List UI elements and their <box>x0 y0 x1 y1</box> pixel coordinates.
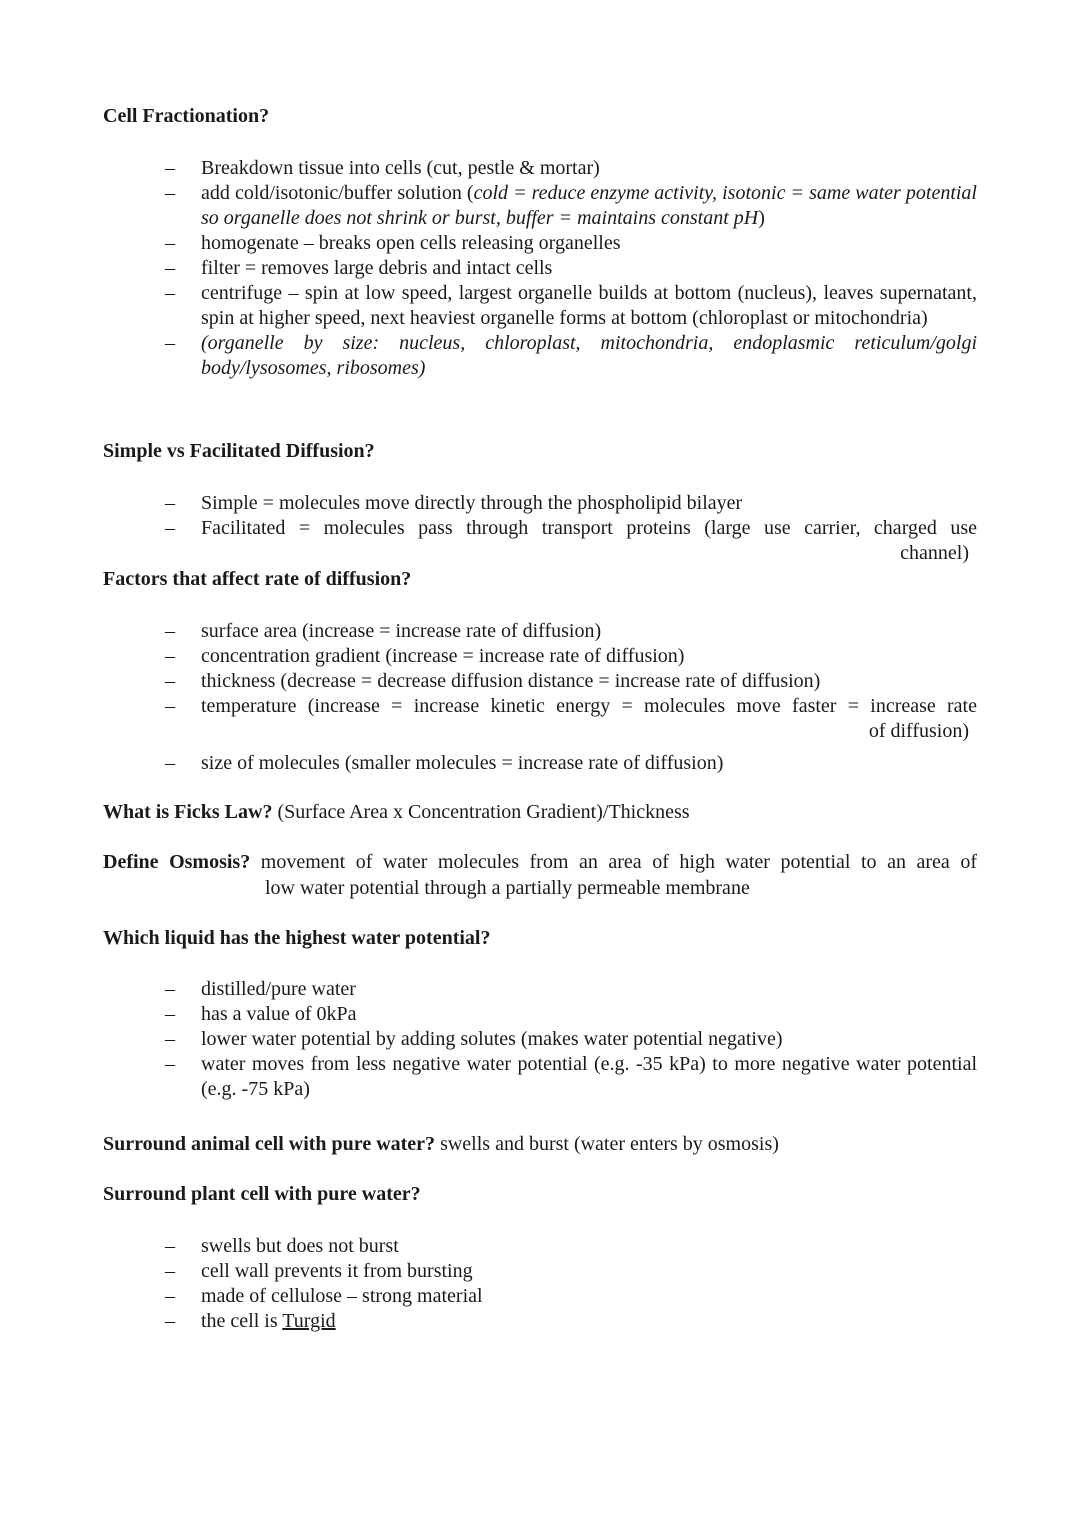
cell-fractionation-list <box>165 156 977 381</box>
ficks-law-answer: (Surface Area x Concentration Gradient)/Thickness <box>277 801 690 823</box>
heading-cell-fractionation: Cell Fractionation? <box>103 105 270 127</box>
dash-bullet: – <box>165 282 175 304</box>
factors-list <box>165 619 977 744</box>
dash-bullet: – <box>165 752 175 774</box>
list-item: – surface area (increase = increase rate of diffusion) <box>165 620 602 642</box>
heading-animal-cell: Surround animal cell with pure water? <box>103 1133 436 1155</box>
list-item: – centrifuge – spin at low speed, largest organelle builds at bottom (nucleus), leaves supernatant, spin at higher speed, next heaviest organelle forms at bottom (chloroplast or mitochondria) <box>165 282 977 329</box>
osmosis-answer-cont: low water potential through a partially permeable membrane <box>265 877 750 899</box>
dash-bullet: – <box>165 492 175 514</box>
dash-bullet: – <box>165 182 175 204</box>
dash-bullet: – <box>165 620 175 642</box>
plant-cell-list <box>165 1234 977 1334</box>
water-potential-list <box>165 977 977 1102</box>
dash-bullet: – <box>165 645 175 667</box>
turgid-term: Turgid <box>282 1310 336 1332</box>
dash-bullet: – <box>165 332 175 354</box>
dash-bullet: – <box>165 1310 175 1332</box>
list-item: – lower water potential by adding solutes (makes water potential negative) <box>165 1028 783 1050</box>
list-item: – homogenate – breaks open cells releasing organelles <box>165 232 621 254</box>
osmosis-answer: movement of water molecules from an area of high water potential to an area of <box>260 851 978 873</box>
list-item: – cell wall prevents it from bursting <box>165 1260 473 1282</box>
list-item: – water moves from less negative water potential (e.g. -35 kPa) to more negative water potential (e.g. -75 kPa) <box>165 1053 977 1100</box>
list-item: – made of cellulose – strong material <box>165 1285 483 1307</box>
list-item-continuation: of diffusion) <box>868 720 969 742</box>
list-item: – the cell is Turgid <box>165 1310 336 1332</box>
dash-bullet: – <box>165 1003 175 1025</box>
dash-bullet: – <box>165 517 175 539</box>
list-item: – Breakdown tissue into cells (cut, pestle & mortar) <box>165 157 600 179</box>
list-item: – size of molecules (smaller molecules = increase rate of diffusion) <box>165 752 724 774</box>
dash-bullet: – <box>165 1235 175 1257</box>
animal-cell-line <box>103 1132 977 1157</box>
dash-bullet: – <box>165 1028 175 1050</box>
dash-bullet: – <box>165 1260 175 1282</box>
dash-bullet: – <box>165 670 175 692</box>
list-item: – thickness (decrease = decrease diffusion distance = increase rate of diffusion) <box>165 670 821 692</box>
animal-cell-answer: swells and burst (water enters by osmosis) <box>440 1133 779 1155</box>
dash-bullet: – <box>165 157 175 179</box>
heading-simple-vs-facilitated: Simple vs Facilitated Diffusion? <box>103 440 375 462</box>
list-item: – temperature (increase = increase kinetic energy = molecules move faster = increase rate <box>165 695 977 717</box>
dash-bullet: – <box>165 978 175 1000</box>
list-item: – Simple = molecules move directly through the phospholipid bilayer <box>165 492 743 514</box>
list-item: – (organelle by size: nucleus, chloroplast, mitochondria, endoplasmic reticulum/golgi body/lysosomes, ribosomes) <box>165 332 977 379</box>
list-item: – swells but does not burst <box>165 1235 399 1257</box>
heading-osmosis: Define Osmosis? <box>103 851 251 873</box>
heading-plant-cell: Surround plant cell with pure water? <box>103 1183 421 1205</box>
ficks-law-line <box>103 800 977 825</box>
dash-bullet: – <box>165 257 175 279</box>
osmosis-line <box>103 850 977 875</box>
dash-bullet: – <box>165 695 175 717</box>
list-item: – add cold/isotonic/buffer solution (cold = reduce enzyme activity, isotonic = same water potential so organelle does not shrink or burst, buffer = maintains constant pH) <box>165 182 977 229</box>
heading-highest-water-potential: Which liquid has the highest water potential? <box>103 927 491 949</box>
heading-ficks-law: What is Ficks Law? <box>103 801 273 823</box>
list-item: – concentration gradient (increase = increase rate of diffusion) <box>165 645 685 667</box>
dash-bullet: – <box>165 1053 175 1075</box>
dash-bullet: – <box>165 232 175 254</box>
diffusion-types-list <box>165 491 977 566</box>
list-item: – distilled/pure water <box>165 978 356 1000</box>
list-item: – filter = removes large debris and intact cells <box>165 257 553 279</box>
list-item-continuation: channel) <box>900 542 969 564</box>
list-item: – has a value of 0kPa <box>165 1003 357 1025</box>
dash-bullet: – <box>165 1285 175 1307</box>
heading-factors-diffusion: Factors that affect rate of diffusion? <box>103 568 412 590</box>
factors-list-cont <box>165 751 977 776</box>
list-item: – Facilitated = molecules pass through transport proteins (large use carrier, charged use <box>165 517 977 539</box>
